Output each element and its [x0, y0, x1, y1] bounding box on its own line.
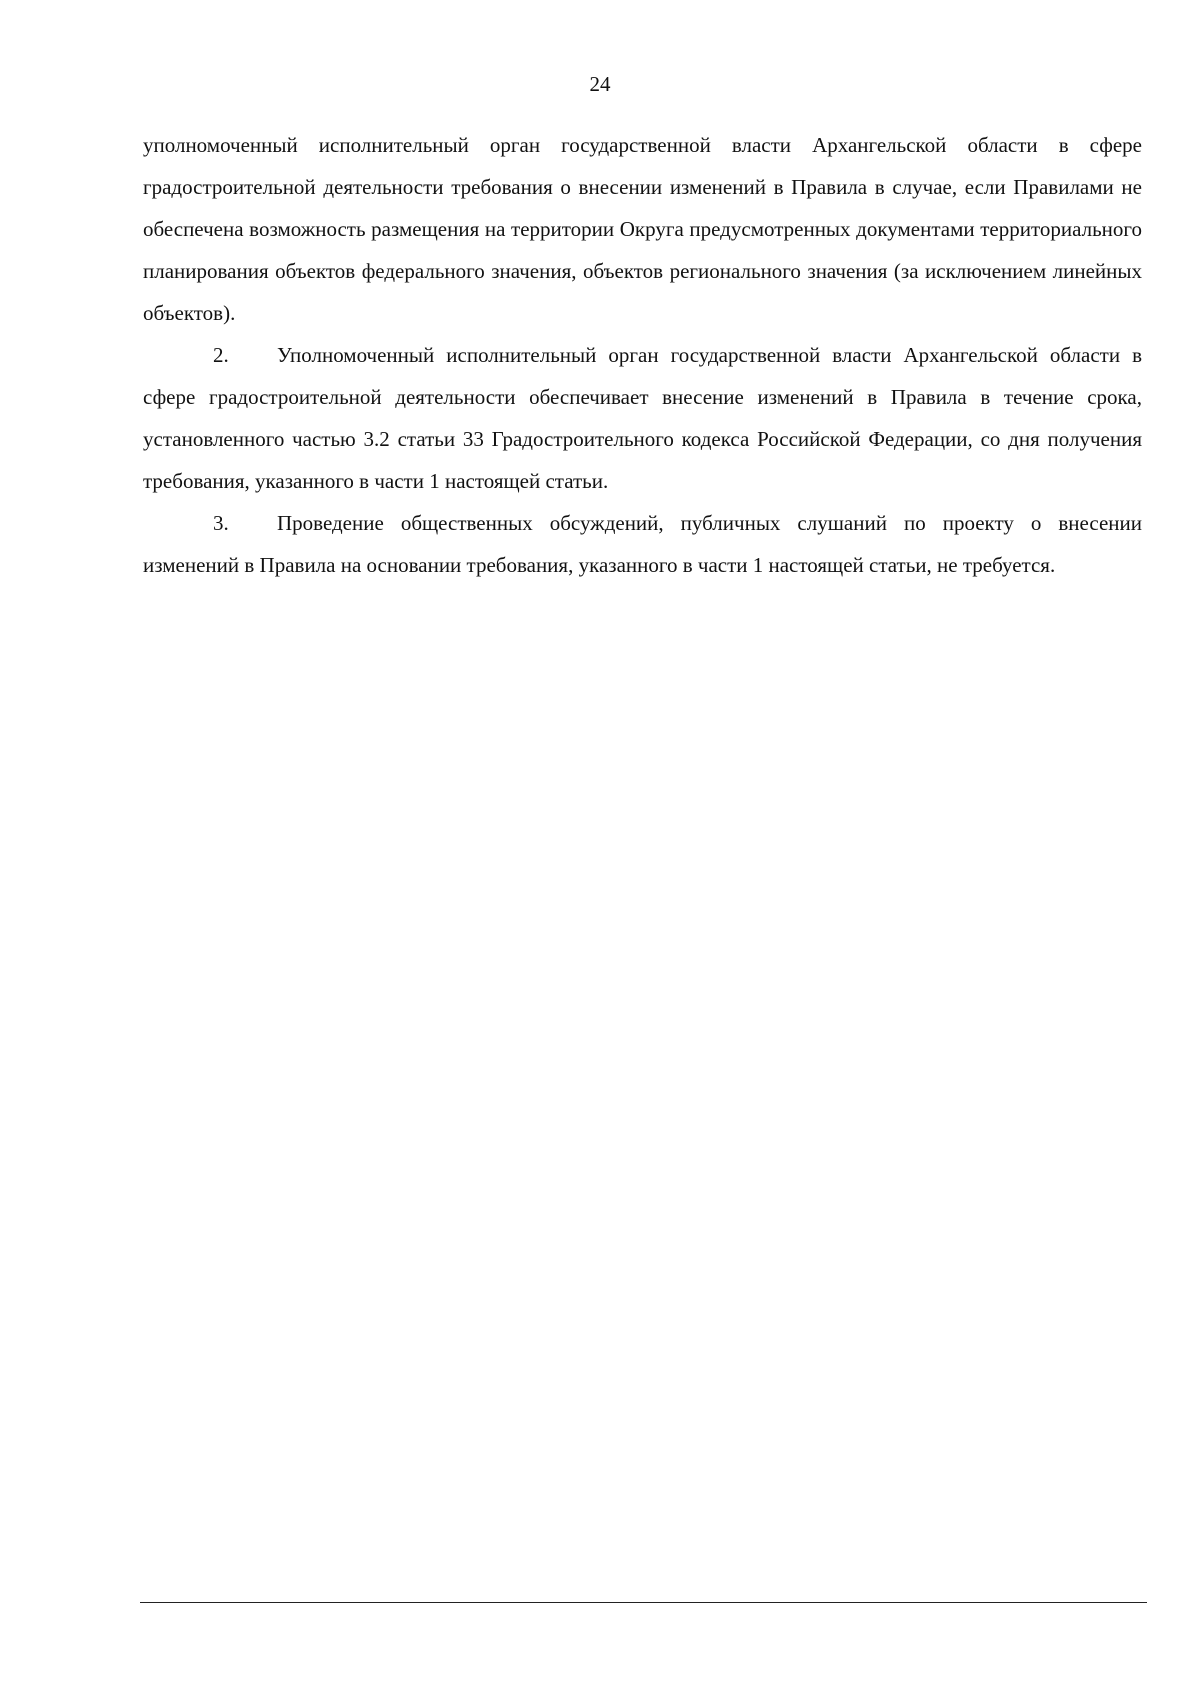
- paragraph-continuation: [143, 124, 1142, 334]
- page-number: 24: [589, 72, 611, 96]
- paragraph-text: Проведение общественных обсуждений, публичных слушаний по проекту о внесении изменений в Правила на основании требования, указанного в части 1 настоящей статьи, не требуется.: [143, 511, 1142, 577]
- paragraph-text: Уполномоченный исполнительный орган государственной власти Архангельской области в сфере градостроительной деятельности обеспечивает внесение изменений в Правила в течение срока, установленного частью 3.2 статьи 33 Градостроительного кодекса Российской Федерации, со дня получения требования, указанного в части 1 настоящей статьи.: [143, 343, 1142, 493]
- footer-divider: [140, 1602, 1147, 1603]
- paragraph-number: 2.: [213, 343, 229, 367]
- paragraph-item-2: [143, 334, 1142, 502]
- paragraph-text: уполномоченный исполнительный орган государственной власти Архангельской области в сфере градостроительной деятельности требования о внесении изменений в Правила в случае, если Правилами не обеспечена возможность размещения на территории Округа предусмотренных документами территориального планирования объектов федерального значения, объектов регионального значения (за исключением линейных объектов).: [143, 133, 1142, 325]
- paragraph-number: 3.: [213, 511, 229, 535]
- document-body: [143, 124, 1142, 586]
- paragraph-item-3: [143, 502, 1142, 586]
